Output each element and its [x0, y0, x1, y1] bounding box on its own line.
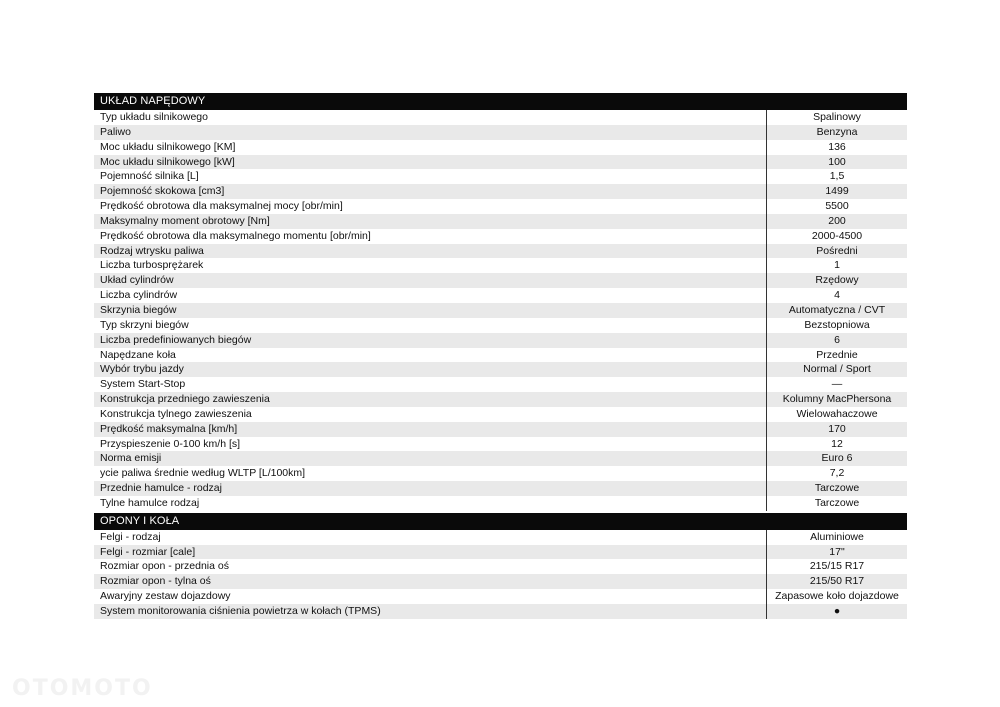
spec-row	[94, 530, 907, 545]
spec-value: 12	[766, 437, 907, 452]
spec-row	[94, 229, 907, 244]
spec-row	[94, 422, 907, 437]
spec-value: 200	[766, 214, 907, 229]
tires-wheels-rows	[94, 530, 907, 619]
section-header-tires-wheels: OPONY I KOŁA	[94, 513, 907, 530]
spec-label: Napędzane koła	[94, 348, 766, 363]
spec-value: Bezstopniowa	[766, 318, 907, 333]
spec-value: 4	[766, 288, 907, 303]
spec-row	[94, 604, 907, 619]
spec-label: Rozmiar opon - przednia oś	[94, 559, 766, 574]
spec-row	[94, 140, 907, 155]
spec-row	[94, 481, 907, 496]
spec-value: Rzędowy	[766, 273, 907, 288]
spec-row	[94, 589, 907, 604]
spec-value: 136	[766, 140, 907, 155]
spec-value: 6	[766, 333, 907, 348]
spec-label: Konstrukcja przedniego zawieszenia	[94, 392, 766, 407]
spec-value: 7,2	[766, 466, 907, 481]
spec-row	[94, 451, 907, 466]
spec-value: 170	[766, 422, 907, 437]
spec-row	[94, 214, 907, 229]
spec-label: Prędkość maksymalna [km/h]	[94, 422, 766, 437]
spec-row	[94, 318, 907, 333]
spec-value: 2000-4500	[766, 229, 907, 244]
spec-label: Felgi - rodzaj	[94, 530, 766, 545]
spec-value: 1	[766, 258, 907, 273]
spec-label: Awaryjny zestaw dojazdowy	[94, 589, 766, 604]
spec-label: Pojemność silnika [L]	[94, 169, 766, 184]
spec-sheet	[94, 93, 907, 619]
spec-value: Wielowahaczowe	[766, 407, 907, 422]
spec-label: Pojemność skokowa [cm3]	[94, 184, 766, 199]
spec-value: Euro 6	[766, 451, 907, 466]
spec-value: ●	[766, 604, 907, 619]
spec-row	[94, 437, 907, 452]
spec-row	[94, 110, 907, 125]
spec-label: Moc układu silnikowego [KM]	[94, 140, 766, 155]
spec-value: 1499	[766, 184, 907, 199]
spec-label: Paliwo	[94, 125, 766, 140]
spec-label: Prędkość obrotowa dla maksymalnego momentu [obr/min]	[94, 229, 766, 244]
spec-row	[94, 407, 907, 422]
spec-row	[94, 244, 907, 259]
spec-label: Norma emisji	[94, 451, 766, 466]
spec-value: Przednie	[766, 348, 907, 363]
spec-row	[94, 392, 907, 407]
section-header-drivetrain: UKŁAD NAPĘDOWY	[94, 93, 907, 110]
spec-label: ycie paliwa średnie według WLTP [L/100km]	[94, 466, 766, 481]
spec-row	[94, 169, 907, 184]
spec-label: Tylne hamulce rodzaj	[94, 496, 766, 511]
spec-row	[94, 466, 907, 481]
spec-label: Typ układu silnikowego	[94, 110, 766, 125]
spec-label: Wybór trybu jazdy	[94, 362, 766, 377]
watermark-logo: OTOMOTO	[12, 676, 153, 701]
spec-label: Felgi - rozmiar [cale]	[94, 545, 766, 560]
spec-label: Prędkość obrotowa dla maksymalnej mocy [obr/min]	[94, 199, 766, 214]
spec-label: Moc układu silnikowego [kW]	[94, 155, 766, 170]
spec-row	[94, 348, 907, 363]
spec-label: Liczba cylindrów	[94, 288, 766, 303]
spec-value: 1,5	[766, 169, 907, 184]
spec-value: Automatyczna / CVT	[766, 303, 907, 318]
spec-value: 215/15 R17	[766, 559, 907, 574]
spec-row	[94, 496, 907, 511]
spec-value: Normal / Sport	[766, 362, 907, 377]
spec-value: —	[766, 377, 907, 392]
spec-row	[94, 303, 907, 318]
spec-label: Liczba predefiniowanych biegów	[94, 333, 766, 348]
spec-row	[94, 545, 907, 560]
spec-label: Konstrukcja tylnego zawieszenia	[94, 407, 766, 422]
spec-value: Aluminiowe	[766, 530, 907, 545]
spec-label: Rodzaj wtrysku paliwa	[94, 244, 766, 259]
spec-value: 17"	[766, 545, 907, 560]
spec-row	[94, 258, 907, 273]
spec-row	[94, 362, 907, 377]
spec-value: Spalinowy	[766, 110, 907, 125]
spec-value: Zapasowe koło dojazdowe	[766, 589, 907, 604]
spec-row	[94, 125, 907, 140]
spec-label: Układ cylindrów	[94, 273, 766, 288]
spec-value: Tarczowe	[766, 481, 907, 496]
spec-value: 100	[766, 155, 907, 170]
spec-value: Kolumny MacPhersona	[766, 392, 907, 407]
spec-row	[94, 184, 907, 199]
spec-value: Pośredni	[766, 244, 907, 259]
spec-row	[94, 559, 907, 574]
spec-label: Przednie hamulce - rodzaj	[94, 481, 766, 496]
spec-row	[94, 199, 907, 214]
spec-value: 215/50 R17	[766, 574, 907, 589]
spec-row	[94, 273, 907, 288]
spec-value: Tarczowe	[766, 496, 907, 511]
spec-row	[94, 155, 907, 170]
spec-label: Maksymalny moment obrotowy [Nm]	[94, 214, 766, 229]
spec-row	[94, 288, 907, 303]
spec-value: 5500	[766, 199, 907, 214]
spec-row	[94, 574, 907, 589]
spec-value: Benzyna	[766, 125, 907, 140]
spec-label: System monitorowania ciśnienia powietrza w kołach (TPMS)	[94, 604, 766, 619]
spec-label: Skrzynia biegów	[94, 303, 766, 318]
drivetrain-rows	[94, 110, 907, 511]
spec-row	[94, 333, 907, 348]
spec-label: Rozmiar opon - tylna oś	[94, 574, 766, 589]
spec-label: Typ skrzyni biegów	[94, 318, 766, 333]
spec-row	[94, 377, 907, 392]
spec-label: Liczba turbosprężarek	[94, 258, 766, 273]
spec-label: System Start-Stop	[94, 377, 766, 392]
spec-label: Przyspieszenie 0-100 km/h [s]	[94, 437, 766, 452]
